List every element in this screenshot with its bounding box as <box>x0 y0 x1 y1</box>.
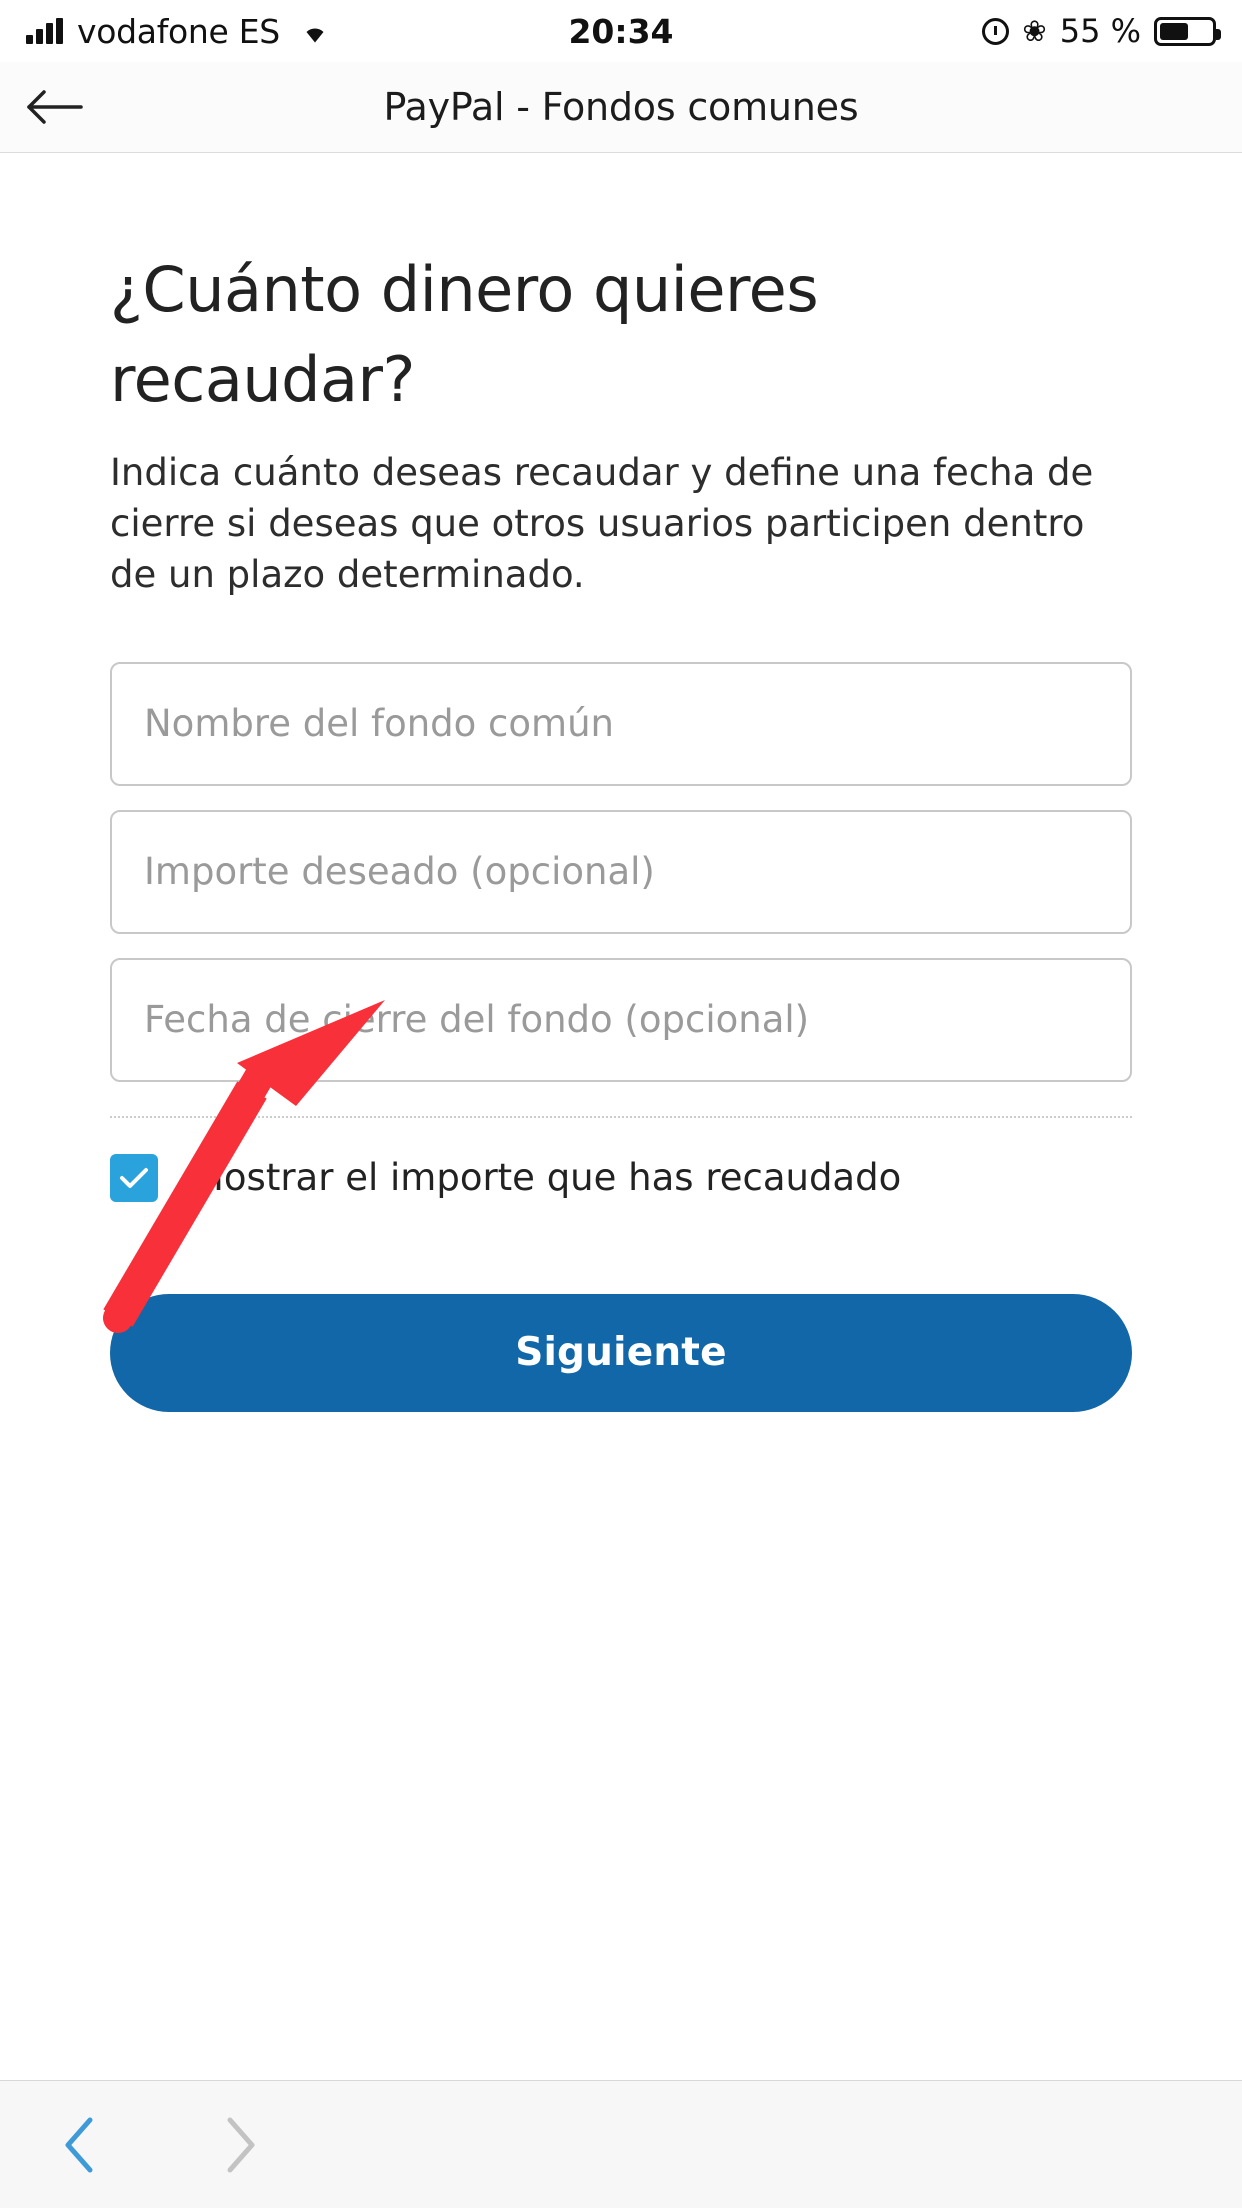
nav-forward-chevron-icon <box>216 2114 260 2176</box>
nav-bar <box>0 62 1242 153</box>
next-button[interactable] <box>110 1294 1132 1412</box>
battery-icon <box>1154 17 1216 46</box>
alarm-clock-icon <box>982 18 1009 45</box>
checkbox-checked-icon[interactable] <box>110 1154 158 1202</box>
pool-name-input[interactable] <box>144 702 1098 745</box>
target-amount-input[interactable] <box>144 850 1098 893</box>
form-fields <box>110 662 1132 1082</box>
heading: ¿Cuánto dinero quieres recaudar? <box>110 253 819 416</box>
back-button[interactable] <box>0 62 110 153</box>
pool-name-field[interactable] <box>110 662 1132 786</box>
divider <box>110 1116 1132 1118</box>
carrier-label: vodafone ES <box>77 11 280 51</box>
show-amount-checkbox-row[interactable] <box>110 1154 1132 1202</box>
bluetooth-icon: ❀ <box>1022 13 1047 48</box>
closing-date-input[interactable] <box>144 998 1098 1041</box>
browser-bottom-bar <box>0 2080 1242 2208</box>
page-title: PayPal - Fondos comunes <box>383 85 859 129</box>
nav-back-chevron-icon[interactable] <box>60 2114 104 2176</box>
main-content <box>0 153 1242 2080</box>
next-button-label: Siguiente <box>515 1330 727 1376</box>
status-bar <box>0 0 1242 62</box>
clock: 20:34 <box>568 11 674 51</box>
target-amount-field[interactable] <box>110 810 1132 934</box>
checkbox-label: Mostrar el importe que has recaudado <box>192 1156 902 1200</box>
back-arrow-icon <box>27 89 83 125</box>
description-text: Indica cuánto deseas recaudar y define una fecha de cierre si deseas que otros usuarios participen dentro de un plazo determinado. <box>110 450 1094 596</box>
battery-percent-label: 55 % <box>1059 12 1141 50</box>
closing-date-field[interactable] <box>110 958 1132 1082</box>
